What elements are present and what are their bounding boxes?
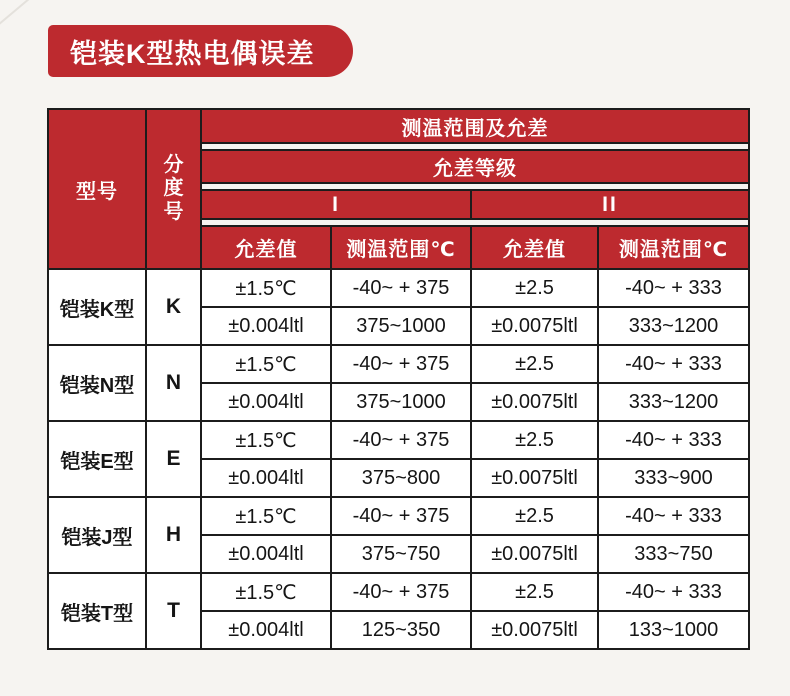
cell-tolerance: ±1.5℃ — [201, 345, 331, 383]
cell-range: -40~ + 333 — [598, 269, 749, 307]
header-range-and-tolerance: 测温范围及允差 — [201, 109, 749, 143]
cell-graduation: K — [146, 269, 201, 345]
tolerance-table — [47, 108, 750, 650]
cell-tolerance: ±0.0075ltl — [471, 307, 598, 345]
cell-range: 133~1000 — [598, 611, 749, 649]
cell-range: -40~ + 333 — [598, 421, 749, 459]
table-row — [48, 497, 749, 535]
title-banner — [48, 25, 353, 77]
cell-range: -40~ + 333 — [598, 573, 749, 611]
cell-range: -40~ + 375 — [331, 421, 471, 459]
header-tolerance-grade: 允差等级 — [201, 150, 749, 183]
table-row — [48, 573, 749, 611]
table-row — [48, 421, 749, 459]
cell-range: -40~ + 375 — [331, 573, 471, 611]
cell-tolerance: ±0.004ltl — [201, 535, 331, 573]
header-grade-i: I — [201, 190, 471, 219]
cell-tolerance: ±0.0075ltl — [471, 459, 598, 497]
header-separator-band — [201, 219, 749, 226]
cell-graduation: H — [146, 497, 201, 573]
table-row — [48, 345, 749, 383]
cell-model: 铠装T型 — [48, 573, 146, 649]
cell-tolerance: ±0.0075ltl — [471, 535, 598, 573]
cell-range: 375~1000 — [331, 307, 471, 345]
cell-range: 333~1200 — [598, 383, 749, 421]
cell-tolerance: ±0.004ltl — [201, 383, 331, 421]
cell-range: -40~ + 375 — [331, 497, 471, 535]
header-separator-band — [201, 183, 749, 190]
header-separator-band — [201, 143, 749, 150]
header-temp-range-i: 测温范围℃ — [331, 226, 471, 269]
cell-model: 铠装J型 — [48, 497, 146, 573]
page-title: 铠装K型热电偶误差 — [70, 38, 315, 69]
header-grade-ii: II — [471, 190, 749, 219]
cell-graduation: T — [146, 573, 201, 649]
cell-tolerance: ±2.5 — [471, 269, 598, 307]
cell-tolerance: ±1.5℃ — [201, 573, 331, 611]
header-model: 型号 — [48, 109, 146, 269]
cell-range: -40~ + 333 — [598, 497, 749, 535]
cell-tolerance: ±1.5℃ — [201, 269, 331, 307]
header-row-range-tolerance — [48, 109, 749, 143]
cell-tolerance: ±2.5 — [471, 497, 598, 535]
cell-model: 铠装K型 — [48, 269, 146, 345]
cell-tolerance: ±2.5 — [471, 573, 598, 611]
cell-range: 375~1000 — [331, 383, 471, 421]
cell-tolerance: ±0.0075ltl — [471, 611, 598, 649]
header-tolerance-value-ii: 允差值 — [471, 226, 598, 269]
cell-graduation: N — [146, 345, 201, 421]
corner-decoration-line — [0, 0, 41, 30]
header-tolerance-value-i: 允差值 — [201, 226, 331, 269]
header-graduation: 分度号 — [146, 109, 201, 269]
cell-range: -40~ + 333 — [598, 345, 749, 383]
table-row — [48, 269, 749, 307]
cell-range: 333~1200 — [598, 307, 749, 345]
cell-tolerance: ±1.5℃ — [201, 421, 331, 459]
cell-range: 375~800 — [331, 459, 471, 497]
cell-tolerance: ±1.5℃ — [201, 497, 331, 535]
cell-range: 333~900 — [598, 459, 749, 497]
cell-graduation: E — [146, 421, 201, 497]
header-temp-range-ii: 测温范围℃ — [598, 226, 749, 269]
cell-tolerance: ±2.5 — [471, 345, 598, 383]
cell-range: -40~ + 375 — [331, 269, 471, 307]
cell-range: 125~350 — [331, 611, 471, 649]
cell-tolerance: ±0.004ltl — [201, 307, 331, 345]
cell-tolerance: ±0.004ltl — [201, 611, 331, 649]
cell-tolerance: ±2.5 — [471, 421, 598, 459]
cell-model: 铠装N型 — [48, 345, 146, 421]
cell-range: 375~750 — [331, 535, 471, 573]
cell-model: 铠装E型 — [48, 421, 146, 497]
cell-range: 333~750 — [598, 535, 749, 573]
cell-tolerance: ±0.0075ltl — [471, 383, 598, 421]
cell-tolerance: ±0.004ltl — [201, 459, 331, 497]
cell-range: -40~ + 375 — [331, 345, 471, 383]
